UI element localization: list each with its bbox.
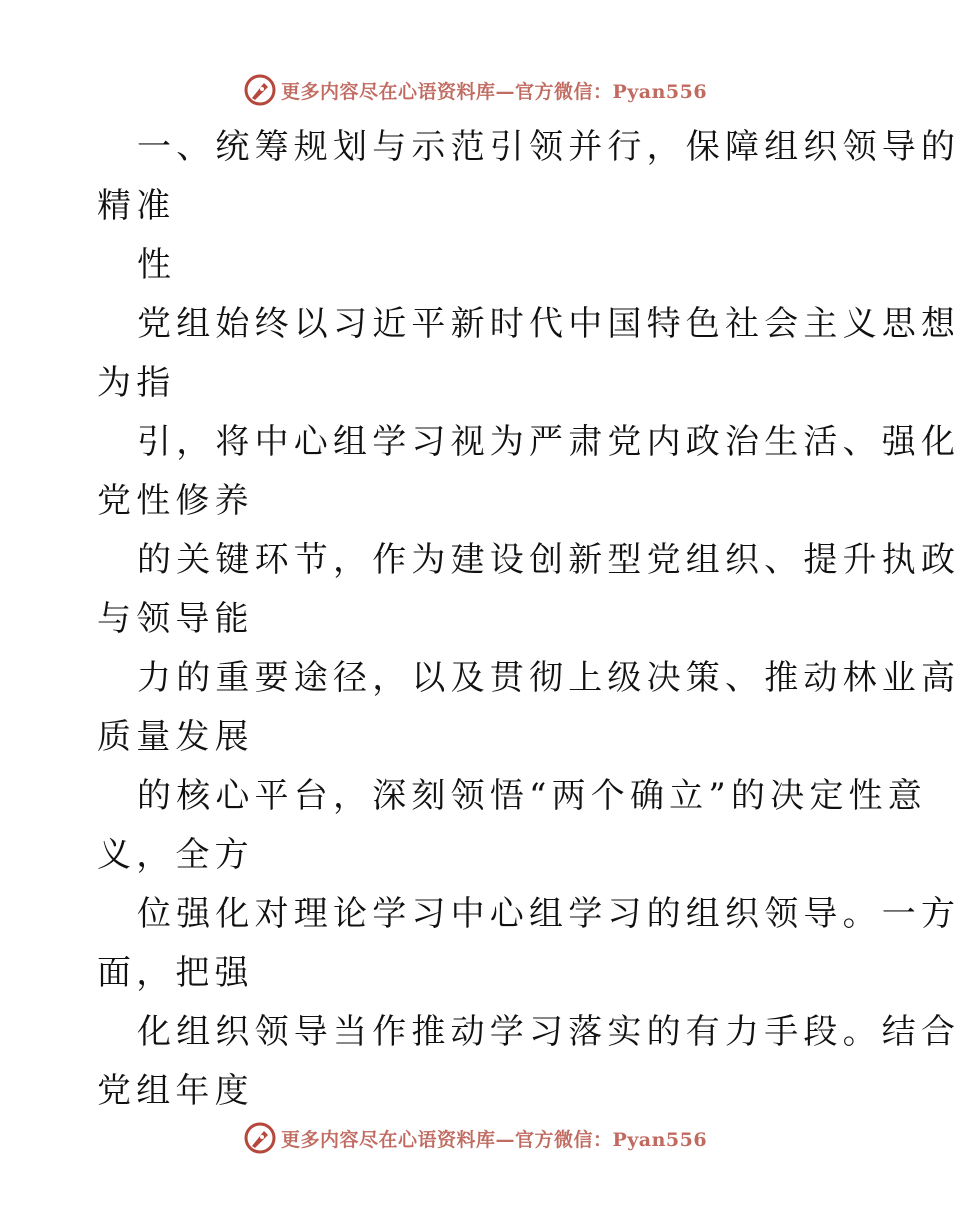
pen-nib-logo-icon — [243, 73, 277, 107]
text-line: 与领导能 — [97, 599, 254, 639]
watermark-footer — [0, 1118, 950, 1158]
text-line: 党组始终以习近平新时代中国特色社会主义思想 — [137, 304, 960, 344]
text-line: 引，将中心组学习视为严肃党内政治生活、强化 — [137, 422, 960, 462]
text-line: 性 — [137, 245, 177, 285]
watermark-text: 更多内容尽在心语资料库—官方微信：Pyan556 — [280, 80, 708, 103]
text-line: 义，全方 — [97, 835, 254, 875]
watermark-text: 更多内容尽在心语资料库—官方微信：Pyan556 — [280, 1128, 708, 1151]
text-line: 质量发展 — [97, 717, 254, 757]
document-body — [97, 118, 960, 1121]
text-line: 力的重要途径，以及贯彻上级决策、推动林业高 — [137, 658, 960, 698]
text-line: 党组年度 — [97, 1071, 254, 1111]
text-line: 面，把强 — [97, 953, 254, 993]
text-line: 的关键环节，作为建设创新型党组织、提升执政 — [137, 540, 960, 580]
pen-nib-logo-icon — [243, 1121, 277, 1155]
watermark-header — [0, 70, 950, 110]
text-line: 党性修养 — [97, 481, 254, 521]
text-line: 一、统筹规划与示范引领并行，保障组织领导的 — [137, 127, 960, 167]
text-line: 位强化对理论学习中心组学习的组织领导。一方 — [137, 894, 960, 934]
text-line: 精准 — [97, 186, 176, 226]
text-line: 的核心平台，深刻领悟“两个确立”的决定性意 — [137, 776, 927, 816]
text-line: 为指 — [97, 363, 176, 403]
text-line: 化组织领导当作推动学习落实的有力手段。结合 — [137, 1012, 960, 1052]
